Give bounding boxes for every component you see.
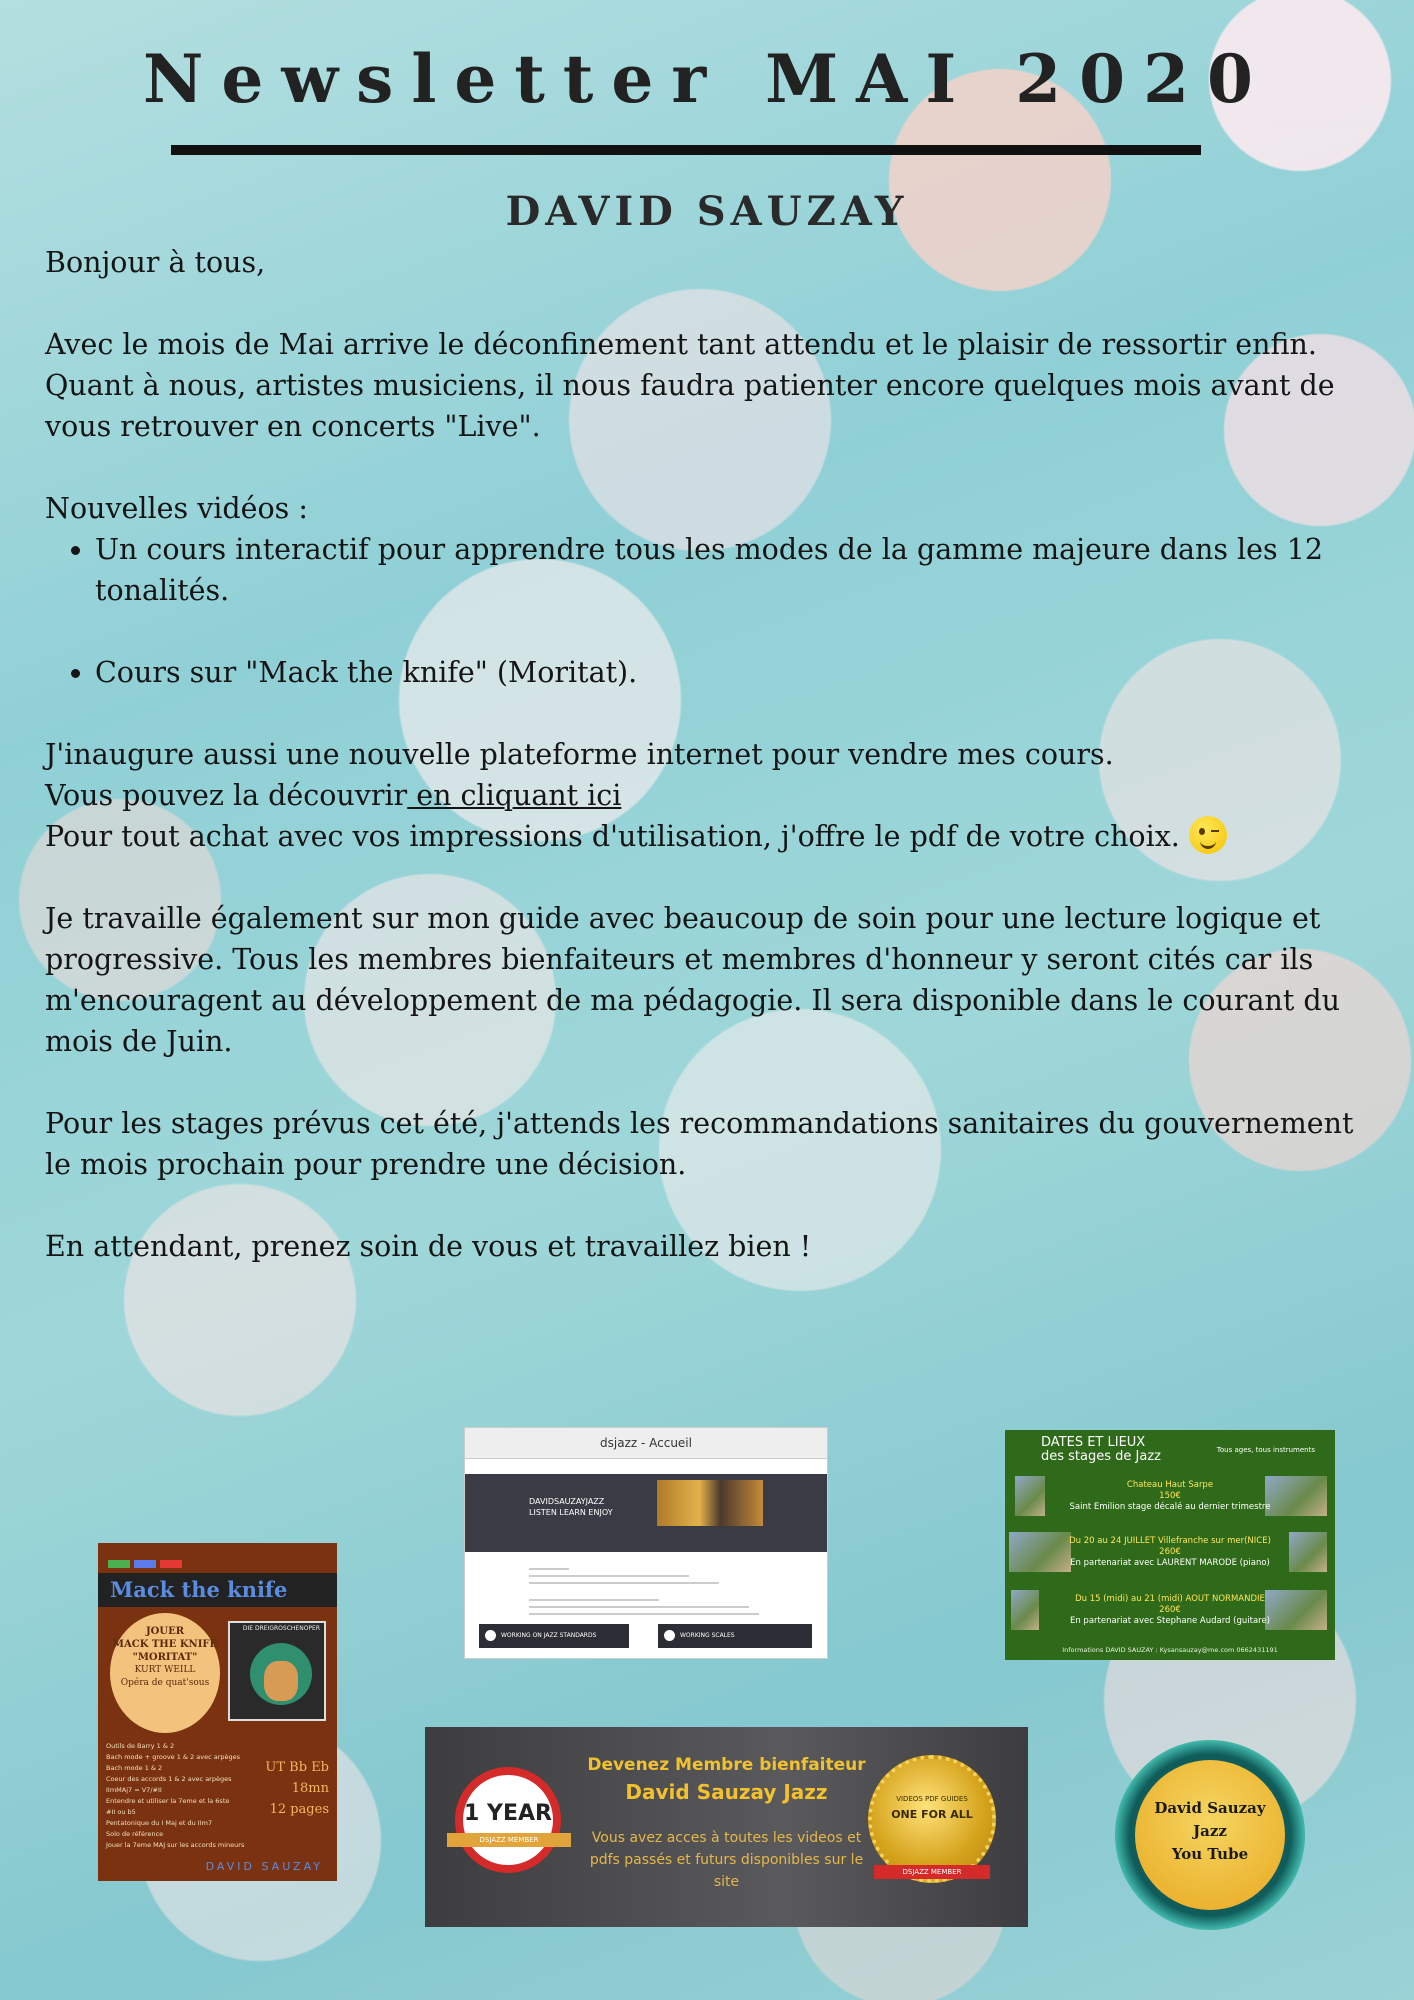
seal-small-text: VIDEOS PDF GUIDES: [896, 1795, 968, 1803]
paragraph-offer: [45, 816, 1385, 857]
title-divider: [171, 145, 1201, 155]
working-on-standards-button[interactable]: WORKING ON JAZZ STANDARDS: [479, 1624, 629, 1648]
stage-block: [1045, 1594, 1295, 1627]
stage-line: En partenariat avec Stephane Audard (guitare): [1069, 1616, 1271, 1626]
dsjazz-website-thumbnail[interactable]: [465, 1428, 827, 1658]
poster-contents: Outils de Barry 1 & 2 Bach mode + groove 1 & 2 avec arpèges Bach mode 1 & 2 Coeur des accords 1 & 2 avec arpèges IImMAj7 = V7/#II Entendre et utiliser la 7eme et la 6ste #II ou b5 Pentatonique du I Maj et du IIm7 Solo de référence Jouer la 7eme MAJ sur les accords mineurs: [106, 1742, 245, 1849]
youtube-badge-label: [1135, 1760, 1285, 1910]
poster-info: [249, 1757, 329, 1820]
info-line: 18mn: [291, 1781, 329, 1796]
list-item: • Un cours interactif pour apprendre tous les modes de la gamme majeure dans les 12 tonalités.: [95, 529, 1385, 611]
list-item: • Cours sur "Mack the knife" (Moritat).: [95, 652, 1385, 693]
brand-name: DAVIDSAUZAYJAZZ: [529, 1497, 605, 1506]
seal-ribbon: DSJAZZ MEMBER: [447, 1833, 571, 1847]
stage-price: 150€: [1159, 1491, 1181, 1501]
seal-text: 1 YEAR: [464, 1801, 552, 1826]
dates-footer: Informations DAVID SAUZAY : Kysansauzay@me.com 0662431191: [1062, 1646, 1278, 1654]
badge-line: Jazz: [1193, 1822, 1227, 1840]
circle-line: MACK THE KNIFE: [112, 1639, 218, 1650]
author-name: DAVID SAUZAY: [505, 188, 909, 235]
album-cover: [228, 1621, 326, 1721]
paragraph-guide: Je travaille également sur mon guide avec beaucoup de soin pour une lecture logique et progressive. Tous les membres bienfaiteurs et membres d'honneur y seront cités car ils m'encouragent au développement de ma pédagogie. Il sera disponible dans le courant du mois de Juin.: [45, 902, 1340, 1058]
stage-block: [1045, 1480, 1295, 1513]
banner-subtitle: David Sauzay Jazz: [625, 1780, 828, 1804]
site-hero: [465, 1474, 827, 1552]
info-line: UT Bb Eb: [265, 1760, 329, 1775]
greeting: Bonjour à tous,: [45, 246, 266, 279]
site-text-lines: [529, 1568, 769, 1620]
album-caption: DIE DREIGROSCHENOPER: [242, 1625, 320, 1632]
videos-heading: Nouvelles vidéos :: [45, 492, 308, 525]
stage-line: Du 15 (midi) au 21 (midi) AOUT NORMANDIE: [1075, 1594, 1265, 1604]
membre-bienfaiteur-banner[interactable]: [425, 1727, 1028, 1927]
offer-text: Pour tout achat avec vos impressions d'utilisation, j'offre le pdf de votre choix.: [45, 820, 1180, 853]
brand-tagline: LISTEN LEARN ENJOY: [529, 1508, 613, 1517]
stage-block: [1045, 1536, 1295, 1569]
poster-title: Mack the knife: [98, 1573, 337, 1607]
banner-title: Devenez Membre bienfaiteur: [587, 1755, 866, 1775]
stage-line: Du 20 au 24 JUILLET Villefranche sur mer(NICE): [1069, 1536, 1271, 1546]
window-title: dsjazz - Accueil: [465, 1428, 827, 1459]
color-bar: [134, 1560, 156, 1568]
circle-line: Opéra de quat'sous: [120, 1678, 210, 1688]
poster-signature: DAVID SAUZAY: [205, 1860, 323, 1873]
color-bar: [108, 1560, 130, 1568]
newsletter-title: Newsletter MAI 2020: [143, 40, 1271, 118]
dates-heading-line: DATES ET LIEUX: [1041, 1435, 1146, 1450]
badge-line: David Sauzay: [1154, 1799, 1266, 1817]
color-bar: [160, 1560, 182, 1568]
dates-tag: Tous ages, tous instruments: [1216, 1446, 1315, 1454]
site-brand: [529, 1496, 613, 1518]
stage-line: En partenariat avec LAURENT MARODE (piano): [1070, 1558, 1270, 1568]
platform-link[interactable]: en cliquant ici: [407, 779, 622, 812]
poster-circle: [110, 1613, 220, 1733]
photo: [1011, 1590, 1039, 1630]
badge-line: You Tube: [1171, 1845, 1249, 1863]
paragraph-stages: Pour les stages prévus cet été, j'attends les recommandations sanitaires du gouvernement le mois prochain pour prendre une décision.: [45, 1107, 1354, 1181]
info-line: 12 pages: [269, 1802, 329, 1817]
videos-list: [45, 529, 1385, 693]
paragraph-deconfinement: Avec le mois de Mai arrive le déconfinement tant attendu et le plaisir de ressortir enfin.: [45, 328, 1317, 361]
seal-ribbon: DSJAZZ MEMBER: [874, 1865, 990, 1879]
dates-heading: [1041, 1436, 1161, 1464]
stage-price: 260€: [1159, 1547, 1181, 1557]
circle-line: JOUER: [145, 1626, 185, 1637]
stages-dates-poster[interactable]: [1005, 1430, 1335, 1660]
photo: [1015, 1476, 1045, 1516]
winking-face-icon: [1189, 816, 1227, 854]
stage-line: Chateau Haut Sarpe: [1126, 1480, 1214, 1490]
stage-line: Saint Emilion stage décalé au dernier trimestre: [1069, 1502, 1271, 1512]
paragraph-closing: En attendant, prenez soin de vous et travaillez bien !: [45, 1230, 812, 1263]
stage-price: 260€: [1159, 1605, 1181, 1615]
color-bars: [108, 1553, 186, 1572]
newsletter-body: [45, 242, 1385, 1267]
mack-the-knife-poster[interactable]: [98, 1543, 337, 1881]
paragraph-discover: [45, 775, 1385, 816]
paragraph-artists: Quant à nous, artistes musiciens, il nous faudra patienter encore quelques mois avant de vous retrouver en concerts "Live".: [45, 369, 1335, 443]
youtube-badge[interactable]: [1115, 1740, 1305, 1930]
circle-line: "MORITAT": [132, 1652, 198, 1663]
one-for-all-seal: [868, 1755, 996, 1883]
album-face-image: [250, 1643, 312, 1705]
circle-line: KURT WEILL: [134, 1665, 196, 1675]
seal-text: ONE FOR ALL: [891, 1808, 973, 1821]
working-scales-button[interactable]: WORKING SCALES: [658, 1624, 812, 1648]
dates-heading-line: des stages de Jazz: [1041, 1449, 1161, 1464]
discover-text: Vous pouvez la découvrir: [45, 779, 408, 812]
hero-photo: [657, 1480, 763, 1526]
paragraph-platform: J'inaugure aussi une nouvelle plateforme internet pour vendre mes cours.: [45, 738, 1114, 771]
banner-description: Vous avez acces à toutes les videos et pdfs passés et futurs disponibles sur le site: [589, 1830, 864, 1890]
